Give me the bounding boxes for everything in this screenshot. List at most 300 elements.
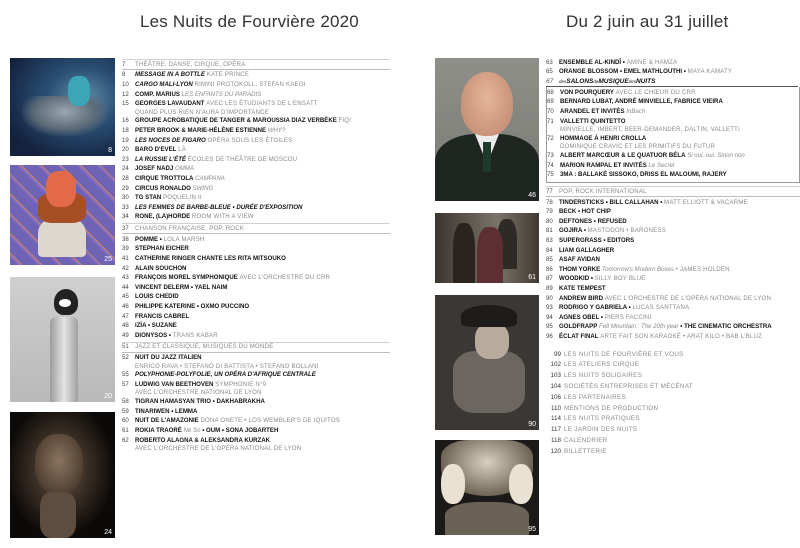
page-number: 7: [122, 60, 126, 68]
info-entry[interactable]: [546, 426, 800, 437]
toc-entry[interactable]: [546, 236, 800, 246]
entry-text: [135, 398, 390, 407]
artist-name: COMP. MARIUS: [135, 90, 180, 98]
photo-page-number: 8: [108, 147, 112, 154]
toc-entry[interactable]: [546, 68, 800, 78]
category-header[interactable]: [122, 342, 390, 353]
artist-name: JOSEF NADJ: [135, 165, 174, 173]
artist-name: LES FEMMES DE BARBE-BLEUE • DURÉE D'EXPOSITION: [135, 203, 303, 211]
toc-entry[interactable]: [122, 117, 390, 127]
show-detail: WHY?: [267, 127, 286, 135]
artist-name: BERNARD LUBAT, ANDRÉ MINVIELLE, FABRICE VIEIRA: [560, 98, 723, 106]
toc-entry[interactable]: [122, 155, 390, 165]
page-number: 8: [122, 71, 126, 79]
toc-entry[interactable]: [122, 100, 390, 117]
toc-entry[interactable]: [546, 217, 800, 227]
entry-text: [135, 293, 390, 302]
toc-entry[interactable]: [122, 274, 390, 284]
artist-name: POLYPHONIE-POLYFOLIE, UN OPÉRA D'AFRIQUE CENTRALE: [135, 371, 316, 379]
toc-entry[interactable]: [122, 203, 390, 213]
toc-entry[interactable]: [122, 126, 390, 136]
page-title: Les Nuits de Fourvière 2020: [140, 12, 359, 31]
artist-name: STEPHAN EICHER: [135, 245, 189, 253]
info-entry[interactable]: [546, 361, 800, 372]
salons-word: NUITS: [635, 78, 656, 86]
toc-entry[interactable]: [122, 174, 390, 184]
page-number: 57: [122, 381, 129, 389]
entry-text: [135, 204, 390, 213]
artist-name: VALLETTI QUINTETTO: [560, 117, 626, 125]
page-number: 94: [546, 313, 553, 321]
entry-text: [559, 314, 800, 323]
toc-entry[interactable]: [122, 436, 390, 453]
entry-text: [559, 323, 800, 332]
artist-name: POMME •: [135, 235, 162, 243]
artist-name: TIGRAN HAMASYAN TRIO • DAKHABRAKHA: [135, 398, 265, 406]
table-of-contents-right: [546, 58, 800, 458]
artist-name: RONE, (LA)HORDE: [135, 213, 191, 221]
entry-text: [559, 275, 800, 284]
entry-text: [559, 256, 800, 265]
toc-entry[interactable]: [122, 371, 390, 381]
toc-entry[interactable]: [122, 90, 390, 100]
page-number: 33: [122, 203, 129, 211]
toc-entry[interactable]: [122, 312, 390, 322]
page-number: 70: [547, 107, 554, 115]
show-detail: AVEC L'ORCHESTRE DE L'OPÉRA NATIONAL DE LYON: [604, 294, 772, 302]
entry-text: [559, 333, 800, 342]
artist-name: MARION RAMPAL ET INVITÉS: [560, 161, 647, 169]
artist-name: TINARIWEN • LEMMA: [135, 407, 198, 415]
toc-entry[interactable]: [122, 235, 390, 245]
salons-word: MUSIQUE: [598, 78, 629, 86]
toc-entry[interactable]: [546, 246, 800, 256]
show-detail: Né So: [183, 427, 201, 435]
info-label: LES NUITS SOLIDAIRES: [564, 372, 643, 380]
page-number: 38: [122, 235, 129, 243]
entry-text: [559, 59, 800, 68]
page-number: 28: [122, 175, 129, 183]
page-number: 99: [553, 350, 561, 358]
entry-text: [135, 437, 390, 454]
page-number: 65: [546, 68, 553, 76]
artist-name: GROUPE ACROBATIQUE DE TANGER & MAROUSSIA DIAZ VERBÈKE: [135, 117, 337, 125]
category-header[interactable]: [546, 186, 800, 197]
page-number: 104: [550, 382, 561, 390]
entry-text: [559, 304, 800, 313]
page-number: 89: [546, 284, 553, 292]
page-number: 62: [122, 436, 129, 444]
artist-name: LA RUSSIE L'ÉTÉ: [135, 155, 186, 163]
toc-entry[interactable]: [122, 331, 390, 341]
toc-entry[interactable]: [547, 171, 799, 181]
entry-text: [560, 135, 799, 152]
artist-name: GOLDFRAPP: [559, 323, 598, 331]
toc-entry[interactable]: [546, 256, 800, 266]
info-entry[interactable]: [546, 415, 800, 426]
info-section-list: [546, 350, 800, 458]
show-detail: SILLY BOY BLUE: [594, 275, 646, 283]
show-detail: OMMA: [174, 165, 194, 173]
entry-text: [135, 255, 390, 264]
category-label: POP, ROCK INTERNATIONAL: [559, 187, 647, 195]
toc-entry[interactable]: [546, 313, 800, 323]
page-number: 68: [547, 88, 554, 96]
page-number: 52: [122, 354, 129, 362]
entry-text: [560, 118, 799, 135]
page-number: 87: [546, 275, 553, 283]
show-detail: ÉCOLES DE THÉÂTRE DE MOSCOU: [187, 155, 298, 163]
toc-entry[interactable]: [122, 80, 390, 90]
entry-text: [135, 381, 390, 398]
artist-name: LES NOCES DE FIGARO: [135, 136, 206, 144]
page-number: 106: [550, 393, 561, 401]
artist-name: DIONYSOS •: [135, 331, 171, 339]
show-detail: MAYA KAMATY: [687, 68, 733, 76]
page-number: 20: [122, 146, 129, 154]
toc-entry[interactable]: [122, 322, 390, 332]
page-number: 48: [122, 322, 129, 330]
page-number: 44: [122, 283, 129, 291]
artist-name-secondary: • THE CINEMATIC ORCHESTRA: [680, 323, 772, 331]
entry-text: [135, 213, 390, 222]
entry-text: [559, 285, 800, 294]
toc-entry[interactable]: [546, 332, 800, 342]
photo-page-number: 25: [104, 256, 112, 263]
info-entry[interactable]: [546, 382, 800, 393]
page-number: 78: [546, 198, 553, 206]
toc-entry[interactable]: [122, 380, 390, 397]
right-page: [420, 0, 800, 548]
artist-name: NUIT DU JAZZ ITALIEN: [135, 354, 202, 362]
artist-name: FRANCIS CABREL: [135, 312, 190, 320]
toc-entry[interactable]: [547, 161, 799, 171]
category-label: CHANSON FRANÇAISE, POP, ROCK: [135, 224, 245, 232]
show-detail: Si oui, oui. Sinon non: [687, 151, 745, 159]
photo-goldfrapp[interactable]: [435, 440, 539, 535]
entry-text: [135, 303, 390, 312]
artist-name: VINCENT DELERM • YAEL NAIM: [135, 283, 228, 291]
page-number: 41: [122, 255, 129, 263]
entry-text: [559, 295, 800, 304]
artist-name: ALBERT MARCŒUR & LE QUATUOR BÉLA: [560, 151, 686, 159]
photo-page-number: 24: [104, 529, 112, 536]
info-label: LES NUITS DE FOURVIÈRE ET VOUS: [564, 350, 684, 358]
show-detail: AVEC L'ORCHESTRE DU CRR: [239, 274, 331, 282]
entry-text: [560, 171, 799, 180]
info-label: LES PARTENAIRES: [564, 393, 627, 401]
entry-text: [135, 81, 390, 90]
category-label: JAZZ ET CLASSIQUE, MUSIQUES DU MONDE: [135, 343, 274, 351]
show-detail: MATT ELLIOTT & VACARME: [664, 198, 748, 206]
toc-entry[interactable]: [122, 254, 390, 264]
entry-text: [559, 237, 800, 246]
artist-name: ÉCLAT FINAL: [559, 332, 599, 340]
show-detail: RIMINI PROTOKOLL, STEFAN KAEGI: [194, 81, 306, 89]
entry-text: [559, 247, 800, 256]
salons-word: des: [628, 79, 636, 85]
entry-text: [135, 194, 390, 203]
page-number: 72: [547, 134, 554, 142]
photo-page-number: 90: [528, 421, 536, 428]
page-number: 34: [122, 213, 129, 221]
artist-name: VON POURQUERY: [560, 88, 614, 96]
artist-name: BARO D'EVEL: [135, 146, 177, 154]
artist-name: MESSAGE IN A BOTTLE: [135, 71, 205, 79]
category-label: THÉÂTRE, DANSE, CIRQUE, OPÉRA: [135, 60, 246, 68]
toc-entry[interactable]: [546, 294, 800, 304]
entry-text: [559, 208, 800, 217]
entry-text: [135, 71, 390, 80]
entry-subtitle: AVEC L'ORCHESTRE DE L'OPÉRA NATIONAL DE LYON: [135, 444, 302, 452]
category-header[interactable]: [122, 59, 390, 70]
page-number: 58: [122, 398, 129, 406]
entry-text: [135, 175, 390, 184]
entry-text: [135, 236, 390, 245]
artist-name: ARANDEL ET INVITÉS: [560, 107, 625, 115]
page-number: 74: [547, 161, 554, 169]
entry-text: [135, 417, 390, 426]
page-number: 114: [550, 415, 561, 423]
entry-text: [560, 108, 799, 117]
entry-text: [135, 371, 390, 380]
toc-entry[interactable]: [122, 398, 390, 408]
page-number: 102: [550, 361, 561, 369]
toc-entry[interactable]: [122, 184, 390, 194]
show-detail: Tomorrow's Modern Boxes: [601, 265, 674, 273]
page-number: 71: [547, 117, 554, 125]
artist-name: SUPERGRASS • EDITORS: [559, 236, 635, 244]
show-detail: InBach: [626, 107, 646, 115]
page-number: 37: [122, 224, 129, 232]
toc-entry[interactable]: [122, 136, 390, 146]
artist-name: CATHERINE RINGER CHANTE LES RITA MITSOUKO: [135, 255, 286, 263]
toc-entry[interactable]: [122, 283, 390, 293]
entry-text: [135, 322, 390, 331]
toc-entry[interactable]: [122, 146, 390, 156]
toc-entry[interactable]: [122, 354, 390, 371]
artist-name: GOJIRA •: [559, 227, 586, 235]
entry-text: [135, 245, 390, 254]
toc-entry[interactable]: [547, 134, 799, 151]
photo-von-pourquery[interactable]: [435, 58, 539, 201]
artist-name-secondary: • OUM • SONA JOBARTEH: [202, 427, 279, 435]
page-number: 96: [546, 332, 553, 340]
page-number: 84: [546, 246, 553, 254]
artist-name: CARGO MALI-LYON: [135, 81, 193, 89]
info-label: LES ATELIERS CIRQUE: [564, 361, 640, 369]
artist-name: 3MA : BALLAKÉ SISSOKO, DRISS EL MALOUMI, RAJERY: [560, 171, 727, 179]
artist-name: THOM YORKE: [559, 265, 601, 273]
entry-text: [559, 68, 800, 77]
photo-page-number: 20: [104, 393, 112, 400]
entry-text: [135, 354, 390, 371]
toc-entry[interactable]: [546, 265, 800, 275]
photo-baro-devel[interactable]: [10, 277, 115, 402]
toc-entry[interactable]: [547, 107, 799, 117]
toc-entry[interactable]: [546, 284, 800, 294]
entry-text: [135, 408, 390, 417]
show-detail: Le Secret: [648, 161, 675, 169]
show-detail: AMINE & HAMZA: [626, 58, 678, 66]
photo-page-number: 95: [528, 526, 536, 533]
artist-name: ROKIA TRAORÉ: [135, 427, 182, 435]
info-label: SOCIÉTÉS ENTREPRISES ET MÉCÉNAT: [564, 382, 694, 390]
show-detail: LÀ: [178, 146, 186, 154]
show-detail: PIERS FACCINI: [604, 313, 652, 321]
entry-text: [560, 89, 799, 98]
category-header[interactable]: [122, 223, 390, 234]
show-detail: OPÉRA SOUS LES ÉTOILES: [207, 136, 293, 144]
toc-entry[interactable]: [122, 293, 390, 303]
toc-entry[interactable]: [546, 275, 800, 285]
show-detail: SWING: [192, 184, 214, 192]
info-entry[interactable]: [546, 447, 800, 458]
toc-entry[interactable]: [546, 227, 800, 237]
show-detail: AVEC LE CHŒUR DU CRR: [615, 88, 696, 96]
toc-entry[interactable]: [546, 323, 800, 333]
page-number: 60: [122, 417, 129, 425]
entry-text: [559, 199, 800, 208]
page-subtitle-dates: Du 2 juin au 31 juillet: [566, 12, 729, 31]
artist-name: ENSEMBLE AL-KINDÎ •: [559, 58, 625, 66]
entry-text: [560, 98, 799, 107]
entry-text: [135, 156, 390, 165]
artist-name: LUDWIG VAN BEETHOVEN: [135, 381, 214, 389]
entry-text: [559, 227, 800, 236]
entry-text: [135, 284, 390, 293]
toc-entry[interactable]: [546, 304, 800, 314]
page-number: 46: [122, 303, 129, 311]
show-detail: ROOM WITH A VIEW: [191, 213, 254, 221]
page-number: 77: [546, 187, 553, 195]
photo-josef-nadj[interactable]: [10, 412, 115, 538]
artist-name: DEFTONES • REFUSED: [559, 217, 627, 225]
artist-name: BECK • HOT CHIP: [559, 208, 611, 216]
toc-entry[interactable]: [122, 71, 390, 81]
toc-entry[interactable]: [122, 407, 390, 417]
page-number: 15: [122, 100, 129, 108]
info-label: BILLETTERIE: [564, 447, 607, 455]
artist-name: HOMMAGE À HENRI CROLLA: [560, 134, 647, 142]
info-entry[interactable]: [546, 350, 800, 361]
artist-name: NUIT DE L'AMAZONIE: [135, 417, 199, 425]
toc-entry[interactable]: [122, 194, 390, 204]
page-number: 51: [122, 343, 129, 351]
page-number: 30: [122, 194, 129, 202]
entry-text: [135, 332, 390, 341]
page-number: 95: [546, 323, 553, 331]
toc-entry[interactable]: [122, 264, 390, 274]
show-detail: TRANS KABAR: [172, 331, 218, 339]
info-label: MENTIONS DE PRODUCTION: [564, 404, 659, 412]
page-number: 23: [122, 155, 129, 163]
salons-word: SALONS: [566, 78, 594, 86]
photo-page-number: 46: [528, 192, 536, 199]
artist-name: AGNES OBEL •: [559, 313, 604, 321]
artist-name: TG STAN: [135, 194, 162, 202]
entry-subtitle: QUAND PLUS RIEN N'AURA D'IMPORTANCE: [135, 108, 270, 116]
entry-text: [135, 313, 390, 322]
page-number: 12: [122, 90, 129, 98]
photo-page-number: 61: [528, 274, 536, 281]
salons-de-musique-heading[interactable]: [546, 77, 798, 87]
toc-entry[interactable]: [546, 208, 800, 218]
artist-name: GEORGES LAVAUDANT: [135, 100, 205, 108]
artist-name: ROBERTO ALAGNA & ALEKSANDRA KURZAK: [135, 436, 271, 444]
artist-name: TINDERSTICKS • BILL CALLAHAN •: [559, 198, 663, 206]
page-number: 19: [122, 136, 129, 144]
salons-word: des: [559, 79, 567, 85]
toc-entry[interactable]: [122, 245, 390, 255]
info-entry[interactable]: [546, 404, 800, 415]
info-entry[interactable]: [546, 393, 800, 404]
page-number: 55: [122, 371, 129, 379]
page-number: 73: [547, 151, 554, 159]
page-number: 18: [122, 127, 129, 135]
photo-andrew-bird[interactable]: [435, 295, 539, 430]
artist-name: IZÏA • SUZANE: [135, 322, 177, 330]
entry-subtitle: MINVIELLE, IMBERT, BEER-DEMANDER, DALTIN, VALLETTI: [560, 125, 740, 133]
page-number: 29: [122, 184, 129, 192]
page-number: 59: [122, 407, 129, 415]
toc-entry[interactable]: [122, 417, 390, 427]
toc-entry[interactable]: [547, 117, 799, 134]
page-number: 83: [546, 236, 553, 244]
toc-entry[interactable]: [547, 151, 799, 161]
toc-entry[interactable]: [547, 98, 799, 108]
info-entry[interactable]: [546, 436, 800, 447]
artist-name: PETER BROOK & MARIE-HÉLÈNE ESTIENNE: [135, 127, 267, 135]
toc-entry[interactable]: [546, 198, 800, 208]
page-number: 81: [546, 227, 553, 235]
show-detail: KATE PRINCE: [206, 71, 250, 79]
artist-name: CIRQUE TROTTOLA: [135, 175, 194, 183]
artist-name: WOODKID •: [559, 275, 593, 283]
toc-entry[interactable]: [547, 88, 799, 98]
salons-word: de: [593, 79, 599, 85]
photo-message-in-a-bottle[interactable]: [10, 58, 115, 156]
photo-la-russie-lete[interactable]: [10, 165, 115, 265]
page-number: 80: [546, 217, 553, 225]
toc-entry[interactable]: [122, 426, 390, 436]
show-detail-secondary: • JAMES HOLDEN: [675, 265, 730, 273]
toc-entry[interactable]: [546, 58, 800, 68]
toc-entry[interactable]: [122, 302, 390, 312]
show-detail: LES ENFANTS DU PARADIS: [181, 90, 262, 98]
info-label: LE JARDIN DES NUITS: [564, 426, 638, 434]
info-entry[interactable]: [546, 372, 800, 383]
artist-name: RODRIGO Y GABRIELA •: [559, 304, 631, 312]
page-number: 93: [546, 304, 553, 312]
page-number: 110: [550, 404, 561, 412]
show-detail: CAMPANA: [195, 175, 225, 183]
photo-tindersticks[interactable]: [435, 213, 539, 283]
page-number: 24: [122, 165, 129, 173]
entry-subtitle: ENRICO RAVA • STEFANO DI BATTISTA • STEFANO BOLLANI: [135, 362, 319, 370]
toc-entry[interactable]: [122, 165, 390, 175]
page-number: 75: [547, 171, 554, 179]
entry-subtitle: AVEC L'ORCHESTRE NATIONAL DE LYON: [135, 389, 262, 397]
page-number: 67: [546, 78, 554, 86]
page-number: 42: [122, 264, 129, 272]
show-detail: POQUELIN II: [163, 194, 202, 202]
info-label: CALENDRIER: [564, 436, 608, 444]
show-detail: Felt Mountain : The 20th year: [598, 323, 679, 331]
artist-name: CIRCUS RONALDO: [135, 184, 191, 192]
entry-text: [135, 427, 390, 436]
toc-entry[interactable]: [122, 213, 390, 223]
